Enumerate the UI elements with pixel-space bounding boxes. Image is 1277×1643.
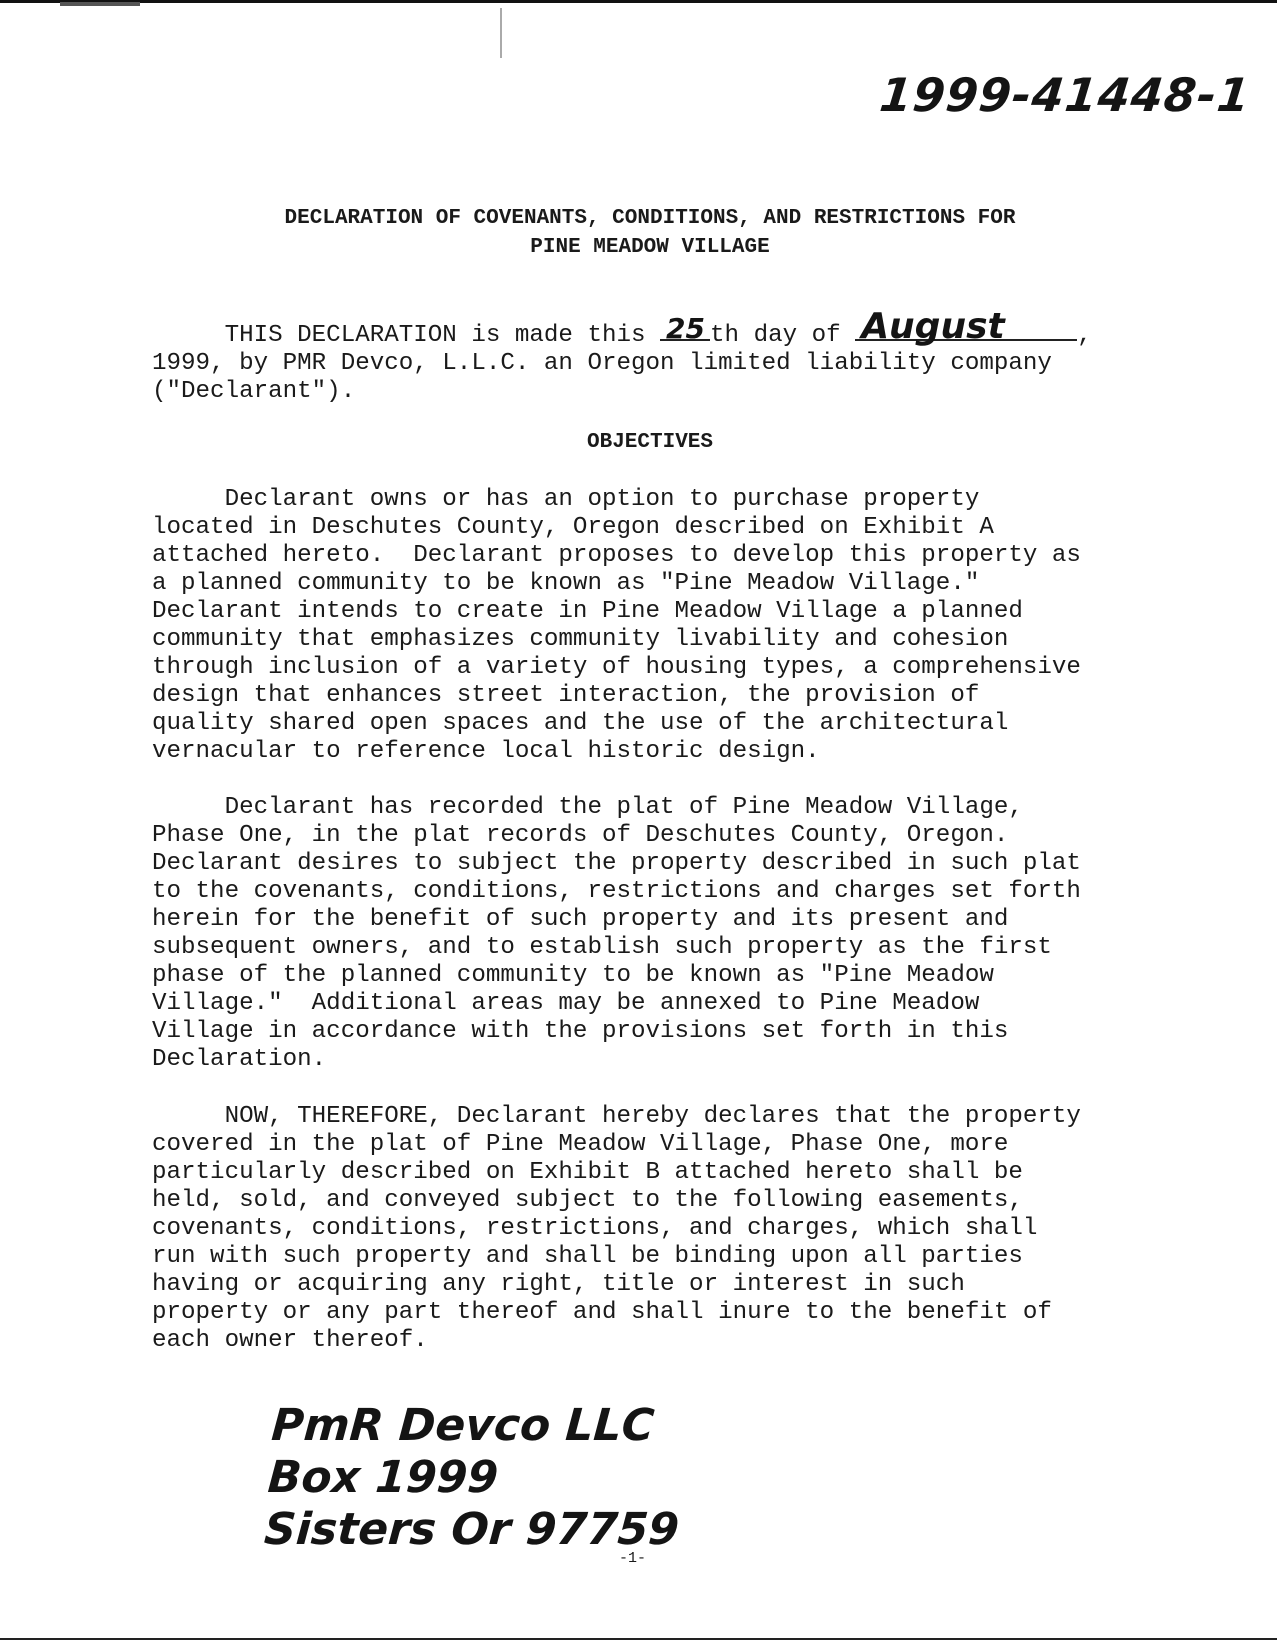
- intro-after-month: ,: [1077, 322, 1092, 349]
- intro-line-2: 1999, by PMR Devco, L.L.C. an Oregon limited liability company: [152, 350, 1052, 377]
- document-title: [150, 204, 1150, 262]
- return-address-line-1: PmR Devco LLC: [269, 1400, 656, 1451]
- return-address: [263, 1400, 688, 1556]
- day-handwritten: 25: [666, 312, 705, 345]
- return-address-line-2: Box 1999: [266, 1452, 500, 1503]
- intro-paragraph: [152, 306, 1162, 406]
- scan-artifact: [60, 2, 140, 6]
- day-blank: [660, 312, 710, 345]
- paragraph-now-therefore: NOW, THEREFORE, Declarant hereby declares that the property covered in the plat of Pine Meadow Village, Phase One, more particularly described on Exhibit B attached hereto shall be held, sold, and conveyed subject to the following easements, covenants, conditions, restrictions, and charges, which shall run with such property and shall be binding upon all parties having or acquiring any right, title or interest in such property or any part thereof and shall inure to the benefit of each owner thereof.: [152, 1103, 1081, 1354]
- month-blank: [855, 306, 1077, 347]
- return-address-line-3: Sisters Or 97759: [262, 1504, 681, 1555]
- scan-top-border: [0, 0, 1277, 3]
- page-number: -1-: [619, 1550, 647, 1567]
- paragraph-objectives: Declarant owns or has an option to purchase property located in Deschutes County, Oregon described on Exhibit A attached hereto. Declarant proposes to develop this property as a planned community to be known as "Pine Meadow Village." Declarant intends to create in Pine Meadow Village a planned community that emphasizes community livability and cohesion through inclusion of a variety of housing types, a comprehensive design that enhances street interaction, the provision of quality shared open spaces and the use of the architectural vernacular to reference local historic design.: [152, 486, 1081, 765]
- intro-line-3: ("Declarant").: [152, 378, 356, 405]
- scan-artifact: [500, 8, 502, 58]
- title-line-1: DECLARATION OF COVENANTS, CONDITIONS, AND RESTRICTIONS FOR: [284, 207, 1016, 230]
- intro-lead: THIS DECLARATION is made this: [152, 322, 661, 349]
- scan-bottom-border: [0, 1638, 1277, 1640]
- intro-after-day: th day of: [710, 322, 856, 349]
- objectives-heading: OBJECTIVES: [586, 431, 714, 454]
- recording-number: 1999-41448-1: [877, 68, 1254, 122]
- month-handwritten: August: [861, 306, 1005, 347]
- paragraph-plat-records: Declarant has recorded the plat of Pine Meadow Village, Phase One, in the plat records of Deschutes County, Oregon. Declarant desires to subject the property described in such plat to the covenants, conditions, restrictions and charges set forth herein for the benefit of such property and its present and subsequent owners, and to establish such property as the first phase of the planned community to be known as "Pine Meadow Village." Additional areas may be annexed to Pine Meadow Village in accordance with the provisions set forth in this Declaration.: [152, 794, 1081, 1073]
- title-line-2: PINE MEADOW VILLAGE: [530, 236, 770, 259]
